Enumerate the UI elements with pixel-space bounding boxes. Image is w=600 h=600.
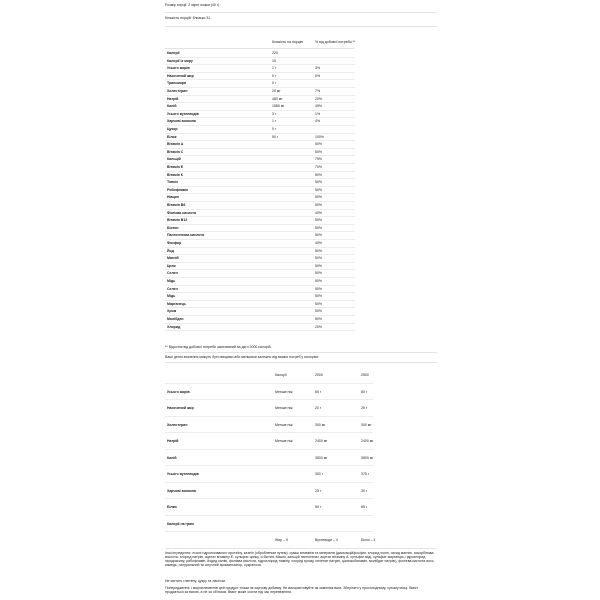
daily-value-row <box>165 531 376 549</box>
daily-value-cell: 25 г <box>361 406 368 410</box>
daily-value-cell: Калорії на грам <box>167 521 194 526</box>
daily-value-cell: Харчові волокна <box>167 488 196 493</box>
nutrient-amount: 0 г <box>272 73 277 78</box>
nutrient-name: Натрій <box>167 96 179 101</box>
nutrient-amount: 1 г <box>272 119 277 124</box>
daily-value-cell: 2400 мг <box>361 439 374 443</box>
nutrient-daily-value: 50% <box>315 301 323 306</box>
daily-value-header: % від добової потреби ** <box>315 40 356 44</box>
daily-value-cell: Вуглеводи – 4 <box>315 538 338 542</box>
daily-value-cell: Усього вуглеводів <box>167 472 199 476</box>
daily-value-cell: 20 г <box>315 406 322 410</box>
daily-value-cell: 2400 мг <box>315 439 328 443</box>
nutrient-amount: 1580 мг <box>272 104 285 109</box>
nutrient-name: Марганець <box>167 301 186 306</box>
nutrient-daily-value: 40% <box>315 210 323 215</box>
nutrient-name: Калорії <box>167 51 180 55</box>
daily-value-row <box>165 432 373 450</box>
nutrient-name: Мідь <box>167 279 176 283</box>
nutrient-daily-value: 50% <box>315 294 323 299</box>
daily-value-cell: 65 г <box>315 389 322 394</box>
daily-value-cell: 65 г <box>361 505 368 509</box>
nutrient-amount: 220 <box>272 51 278 55</box>
nutrient-name: Селен <box>167 286 178 291</box>
daily-value-row <box>165 498 373 516</box>
nutrient-daily-value: 50% <box>315 309 323 314</box>
daily-value-cell: 30 г <box>361 488 368 493</box>
nutrient-daily-value: 50% <box>315 142 323 147</box>
nutrient-name: Тіамін <box>167 180 178 185</box>
daily-value-cell: Натрій <box>167 439 179 443</box>
nutrient-name: Харчові волокна <box>167 119 196 124</box>
daily-value-cell: Менше ніж <box>275 422 293 427</box>
nutrient-name: Рибофлавін <box>167 187 189 192</box>
daily-value-row <box>165 399 373 417</box>
divider <box>165 362 437 363</box>
daily-value-row <box>165 515 373 533</box>
nutrient-name: Фолієва кислота <box>167 210 196 215</box>
nutrient-daily-value: 50% <box>315 271 323 276</box>
nutrient-daily-value: 3% <box>315 66 321 71</box>
daily-value-cell: 2000 <box>315 373 323 377</box>
nutrient-daily-value: 0% <box>315 73 321 78</box>
nutrient-daily-value: 50% <box>315 172 323 177</box>
serving-size: Розмір порції: 2 мірні ложки (40 г) <box>165 3 220 7</box>
nutrient-daily-value: 50% <box>315 187 323 192</box>
nutrient-daily-value: 50% <box>315 218 323 223</box>
nutrient-amount: 480 мг <box>272 96 283 101</box>
nutrient-daily-value: 50% <box>315 225 323 230</box>
daily-value-cell: 2500 <box>361 373 369 377</box>
daily-value-cell: 50 г <box>315 505 322 509</box>
warning-text: Попередження: і мікроелементів цей продукт тільки як харчову добавку. Не використовуйте як замінник ваги. Зберігати у прохолодному, сухому місці. Вміст продається за вагою, а не за об'ємом. Вміст може осісти під час перевезення. <box>165 586 419 595</box>
daily-value-cell: 3500 мг <box>315 455 328 460</box>
nutrient-amount: 0 г <box>272 127 277 131</box>
daily-value-row <box>165 465 373 483</box>
nutrient-name: Холестерин <box>167 89 188 93</box>
nutrient-daily-value: 50% <box>315 149 323 154</box>
allergen-text: Не містить глютену, цукру та лактози. <box>165 579 226 583</box>
nutrient-daily-value: 50% <box>315 263 323 268</box>
nutrient-name: Вітамін А <box>167 142 184 147</box>
nutrient-name: Калорії із жиру <box>167 58 193 63</box>
nutrient-name: Вітамін В6 <box>167 203 186 207</box>
daily-value-cell: Усього жирів <box>167 389 190 394</box>
nutrient-amount: 15 <box>272 58 276 63</box>
nutrient-daily-value: 50% <box>315 256 323 261</box>
nutrient-name: Трансжири <box>167 81 187 86</box>
daily-value-row <box>165 366 373 384</box>
daily-value-row <box>165 449 373 467</box>
nutrient-name: Насичений жир <box>167 73 194 78</box>
nutrient-row <box>165 323 355 332</box>
nutrient-name: Цукор <box>167 127 178 131</box>
nutrient-daily-value: 50% <box>315 180 323 185</box>
nutrient-daily-value: 50% <box>315 248 323 253</box>
daily-value-cell: Жир – 9 <box>275 538 288 542</box>
nutrient-daily-value: 50% <box>315 317 323 321</box>
nutrient-daily-value: 40% <box>315 241 323 245</box>
nutrient-amount: 0 г <box>272 81 277 86</box>
daily-value-cell: Менше ніж <box>275 439 293 443</box>
nutrient-daily-value: 50% <box>315 195 323 200</box>
nutrient-name: Вітамін С <box>167 149 184 154</box>
nutrient-name: Селен <box>167 271 178 276</box>
daily-value-cell: 300 мг <box>361 422 372 427</box>
nutrient-daily-value: 7% <box>315 89 321 93</box>
daily-value-cell: Білок – 4 <box>361 538 376 542</box>
daily-value-cell: Менше ніж <box>275 389 293 394</box>
daily-value-cell: Калій <box>167 455 177 460</box>
daily-value-cell: Менше ніж <box>275 406 293 410</box>
nutrient-daily-value: 20% <box>315 96 323 101</box>
nutrient-name: Йод <box>167 248 174 253</box>
daily-value-row <box>165 482 373 500</box>
daily-value-cell: Білки <box>167 505 177 509</box>
nutrient-amount: 1 г <box>272 66 277 71</box>
nutrient-name: Мідь <box>167 294 176 299</box>
nutrient-daily-value: 50% <box>315 279 323 283</box>
daily-value-cell: 80 г <box>361 389 368 394</box>
daily-value-row <box>165 383 373 401</box>
nutrient-name: Білок <box>167 134 177 139</box>
nutrient-name: Вітамін В12 <box>167 218 188 223</box>
daily-value-cell: Насичений жир <box>167 406 194 410</box>
divider <box>165 12 437 13</box>
divider <box>165 352 437 353</box>
nutrient-daily-value: 100% <box>315 134 324 139</box>
daily-value-note: Ваші денні значення можуть бути вищими або меншими залежно від ваших потреб у калоріях: <box>165 355 320 359</box>
amount-per-serving-header: Кількість на порцію <box>272 40 304 44</box>
nutrient-daily-value: 75% <box>315 157 323 162</box>
divider <box>165 548 437 549</box>
daily-value-cell: 300 мг <box>315 422 326 427</box>
nutrient-daily-value: 50% <box>315 286 323 291</box>
ingredients-text: Інші інгредієнти: лізоні гідролізованого протеїну, казеїн (обробленим путем), суміш вітамінів та мінералів (дикальційфосфат, хлорид холін, оксид магнію, аскорбінова кислота, хлорид натрію, ацетат вітаміну Е, сульфат цинку, d-біотин, Мішик, кальцій пантотенат, ацетат вітаміну А, сульфат міді, сульфат марганцю, гідрохлорид піридоксину, рибофлавін, йодид калію, фолієва кислота, гідрохлорид тіаміну, хлорид хрому, селенат натрію, ціанокобаламін, молібдат натрію), фолієва кислота аосс, камедь, натуральний та штучний ароматизатор, сукралоза. <box>165 551 435 568</box>
nutrient-amount: 50 г <box>272 134 279 139</box>
nutrient-name: Усього вуглеводів <box>167 111 199 116</box>
servings-per-container: Кількість порцій: близько 31 <box>165 16 211 20</box>
nutrient-daily-value: 4% <box>315 119 321 124</box>
nutrient-name: Молібден <box>167 317 184 321</box>
nutrient-daily-value: 50% <box>315 203 323 207</box>
daily-value-cell: 300 г <box>315 472 324 476</box>
nutrient-name: Фосфор <box>167 241 182 245</box>
nutrient-name: Усього жирів <box>167 66 190 71</box>
daily-value-cell: 25 г <box>315 488 322 493</box>
daily-value-cell: Холестерин <box>167 422 188 427</box>
nutrient-name: Цинк <box>167 263 176 268</box>
daily-value-row <box>165 416 373 434</box>
nutrient-amount: 3 г <box>272 111 277 116</box>
nutrient-name: Пантотенова кислота <box>167 233 204 238</box>
nutrient-name: Калій <box>167 104 177 109</box>
nutrient-daily-value: 1% <box>315 111 321 116</box>
nutrient-amount: 20 мг <box>272 89 281 93</box>
nutrient-name: Біотин <box>167 225 179 230</box>
nutrient-name: Вітамін К <box>167 172 183 177</box>
nutrient-name: Кальцій <box>167 157 181 162</box>
nutrient-name: Хлорид <box>167 324 181 329</box>
nutrient-daily-value: 50% <box>315 233 323 238</box>
nutrient-name: Ніацин <box>167 195 179 200</box>
divider <box>165 26 437 27</box>
daily-value-cell: Калорії <box>275 373 287 377</box>
nutrient-name: Хром <box>167 309 177 314</box>
nutrient-name: Магній <box>167 256 179 261</box>
daily-value-footnote: ** Відсоток від добової потреби заснований на дієті 2000 калорій. <box>165 345 272 349</box>
nutrient-daily-value: 45% <box>315 104 323 109</box>
nutrient-daily-value: 70% <box>315 165 323 169</box>
nutrient-name: Вітамін Е <box>167 165 184 169</box>
daily-value-cell: 3500 мг <box>361 455 374 460</box>
daily-value-cell: 375 г <box>361 472 370 476</box>
nutrient-daily-value: 20% <box>315 324 323 329</box>
